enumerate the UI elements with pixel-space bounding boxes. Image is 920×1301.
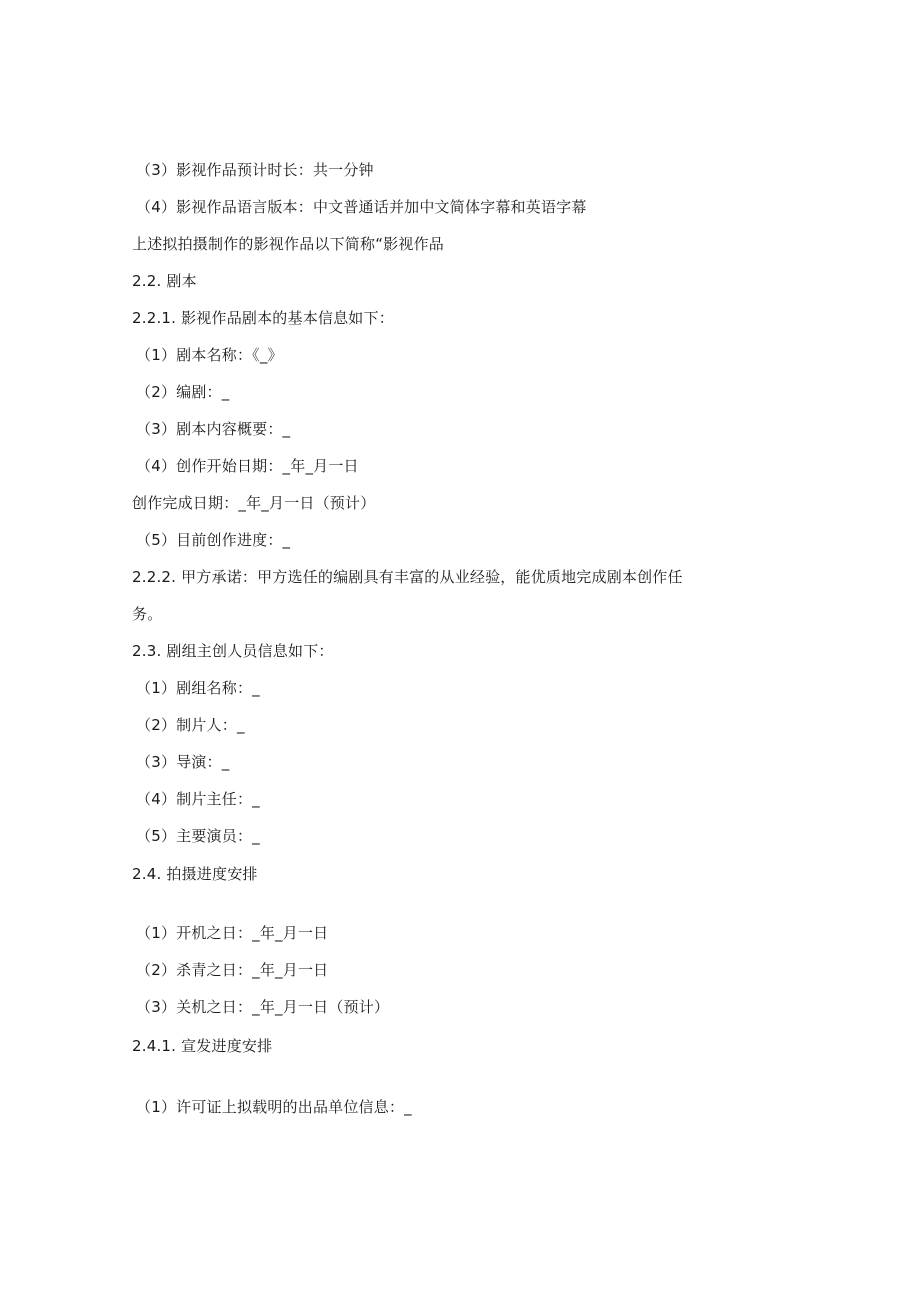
item-creation-progress: （5）目前创作进度：_	[136, 531, 291, 549]
paragraph-abbreviation: 上述拟拍摄制作的影视作品以下简称“影视作品	[132, 235, 444, 253]
heading-2-4-shooting-schedule: 2.4. 拍摄进度安排	[132, 865, 258, 883]
heading-2-2-2-commitment: 2.2.2. 甲方承诺：甲方选任的编剧具有丰富的从业经验，能优质地完成剧本创作任	[132, 568, 683, 586]
item-shooting-wrap: （2）杀青之日：_年_月一日	[136, 961, 329, 979]
item-video-duration: （3）影视作品预计时长：共一分钟	[136, 161, 374, 179]
item-main-actors: （5）主要演员：_	[136, 827, 260, 845]
item-script-summary: （3）剧本内容概要：_	[136, 420, 291, 438]
item-director: （3）导演：_	[136, 753, 230, 771]
heading-2-2-2-commitment-cont: 务。	[132, 605, 163, 623]
heading-2-3-crew-info: 2.3. 剧组主创人员信息如下：	[132, 642, 334, 660]
item-creation-end-date: 创作完成日期：_年_月一日（预计）	[132, 494, 376, 512]
heading-2-2-script: 2.2. 剧本	[132, 272, 197, 290]
item-shooting-close: （3）关机之日：_年_月一日（预计）	[136, 998, 390, 1016]
heading-2-2-1-script-info: 2.2.1. 影视作品剧本的基本信息如下：	[132, 309, 394, 327]
item-license-producer-info: （1）许可证上拟载明的出品单位信息：_	[136, 1098, 412, 1116]
item-screenwriter: （2）编剧：_	[136, 383, 230, 401]
item-shooting-start: （1）开机之日：_年_月一日	[136, 924, 329, 942]
item-producer: （2）制片人：_	[136, 716, 245, 734]
item-production-manager: （4）制片主任：_	[136, 790, 260, 808]
item-creation-start-date: （4）创作开始日期：_年_月一日	[136, 457, 359, 475]
heading-2-4-1-promotion-schedule: 2.4.1. 宣发进度安排	[132, 1037, 273, 1055]
item-language-version: （4）影视作品语言版本：中文普通话并加中文简体字幕和英语字幕	[136, 198, 587, 216]
item-script-name: （1）剧本名称：《_》	[136, 346, 283, 364]
item-crew-name: （1）剧组名称：_	[136, 679, 260, 697]
